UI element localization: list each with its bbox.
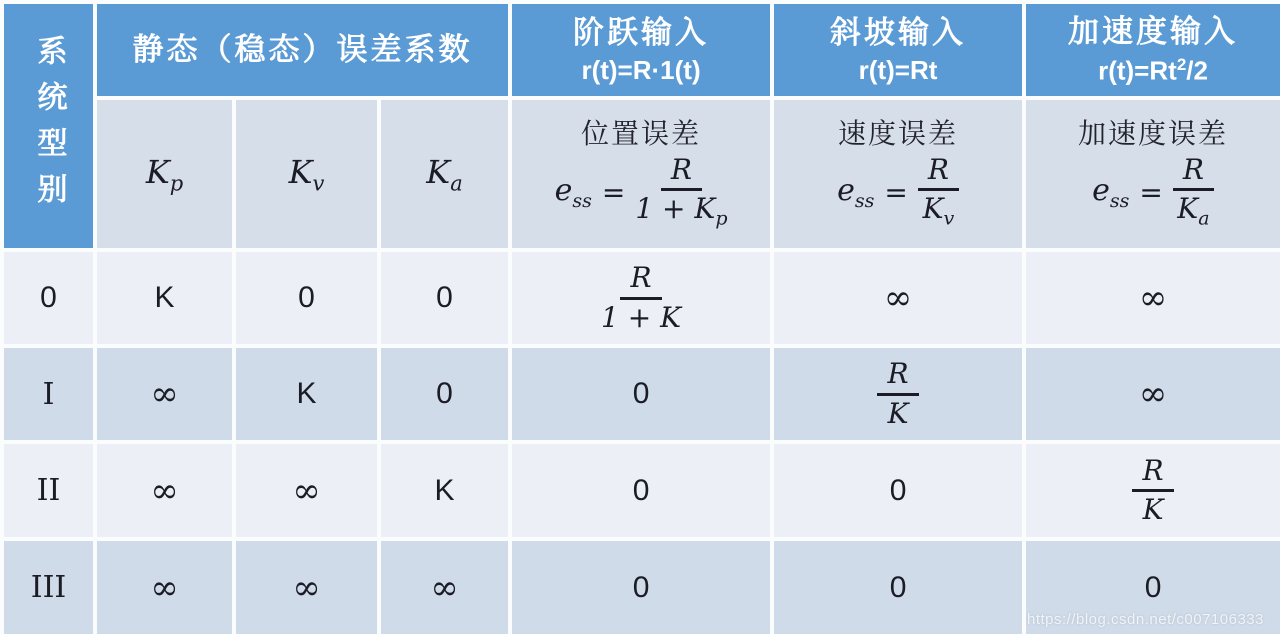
fraction: $\frac{R}{K_v}$ [918,154,959,231]
cell [772,539,1024,634]
system-type-label: 系统型别 [32,34,66,219]
ka-symbol: $K_a$ [426,152,463,196]
header-position-error-cell [510,98,772,250]
ramp-input-formula: r(t)=Rt [858,55,938,86]
table-row-type-0 [2,250,1280,346]
table-row-type-1 [2,346,1280,442]
cell [510,346,772,442]
cell [95,346,234,442]
header-ramp-input-cell [772,2,1024,98]
ess-symbol: $e_{ss}$ [554,172,592,212]
cell [379,250,510,346]
cell [1024,346,1280,442]
velocity-error-formula [774,154,1022,231]
header-kv-cell [234,98,379,250]
header-static-coefficients-cell [95,2,510,98]
cell [510,539,772,634]
row-label-cell [2,539,95,634]
header-step-input-cell [510,2,772,98]
cell-value: K [434,473,455,507]
step-input-title: 阶跃输入 [573,14,710,50]
cell [1024,250,1280,346]
cell [379,346,510,442]
acceleration-error-label: 加速度误差 [1078,116,1229,150]
cell [234,346,379,442]
header-row-2 [2,98,1280,250]
type-label: II [36,473,61,508]
cell [95,442,234,539]
position-error-label: 位置误差 [581,116,702,150]
kp-symbol: $K_p$ [145,152,184,196]
cell-value: ∞ [1138,374,1168,414]
cell [95,539,234,634]
cell-value: 0 [632,377,650,410]
cell [234,250,379,346]
position-error-formula [512,154,770,231]
cell-value: 0 [436,377,453,410]
static-coefficients-label: 静态（稳态）误差系数 [132,31,473,67]
row-label-cell [2,346,95,442]
cell-value: 0 [298,281,315,314]
cell [772,346,1024,442]
cell-value: 0 [889,473,907,507]
formula-sup: 2 [1176,54,1187,74]
cell-value: 0 [1144,570,1162,604]
cell [95,250,234,346]
formula-pre: r(t)=Rt [1098,55,1177,86]
row-label-cell [2,250,95,346]
ramp-input-title: 斜坡输入 [830,14,967,50]
cell-value: ∞ [150,567,179,608]
cell [234,442,379,539]
step-input-formula: r(t)=R·1(t) [581,55,701,86]
cell [379,539,510,634]
cell [510,442,772,539]
header-ka-cell [379,98,510,250]
cell-value: K [296,377,317,410]
cell-value: 0 [436,281,453,314]
cell-value: ∞ [430,567,459,608]
csdn-watermark: https://blog.csdn.net/c007106333 [1026,611,1264,628]
cell [772,250,1024,346]
table-row-type-2 [2,442,1280,539]
cell-value: 0 [889,570,907,604]
header-row-1 [2,2,1280,98]
cell [234,539,379,634]
fraction: $\frac{R}{K}$ [1132,455,1173,526]
kv-symbol: $K_v$ [288,152,325,196]
header-kp-cell [95,98,234,250]
type-label: I [42,376,55,412]
cell-value: 0 [632,473,650,507]
header-acceleration-error-cell [1024,98,1280,250]
cell [510,250,772,346]
acceleration-input-formula [1026,55,1280,87]
cell [379,442,510,539]
equals-sign: = [601,175,626,209]
type-label: 0 [40,281,57,314]
cell-value: ∞ [292,470,321,511]
fraction: $\frac{R}{1 + K_p}$ [635,152,728,230]
cell-value: ∞ [883,278,913,318]
acceleration-input-title: 加速度输入 [1068,14,1239,50]
header-system-type-cell [2,2,95,250]
equals-sign: = [1139,175,1163,209]
ess-symbol: $e_{ss}$ [1092,172,1130,212]
header-acceleration-input-cell [1024,2,1280,98]
velocity-error-label: 速度误差 [838,116,959,150]
formula-post: /2 [1186,55,1208,86]
row-label-cell [2,442,95,539]
cell [772,442,1024,539]
cell-value: ∞ [292,567,321,608]
cell-value: ∞ [1138,278,1168,318]
fraction: $\frac{R}{K}$ [877,358,918,429]
fraction: $\frac{R}{1 + K}$ [601,261,682,334]
header-velocity-error-cell [772,98,1024,250]
type-label: III [30,570,67,605]
cell-value: ∞ [150,470,179,511]
cell-value: 0 [632,570,650,604]
ess-symbol: $e_{ss}$ [837,172,875,212]
cell-value: ∞ [150,374,179,414]
equals-sign: = [884,175,908,209]
acceleration-error-formula [1026,154,1280,231]
fraction: $\frac{R}{K_a}$ [1173,154,1214,231]
cell [1024,442,1280,539]
cell-value: K [154,281,175,314]
